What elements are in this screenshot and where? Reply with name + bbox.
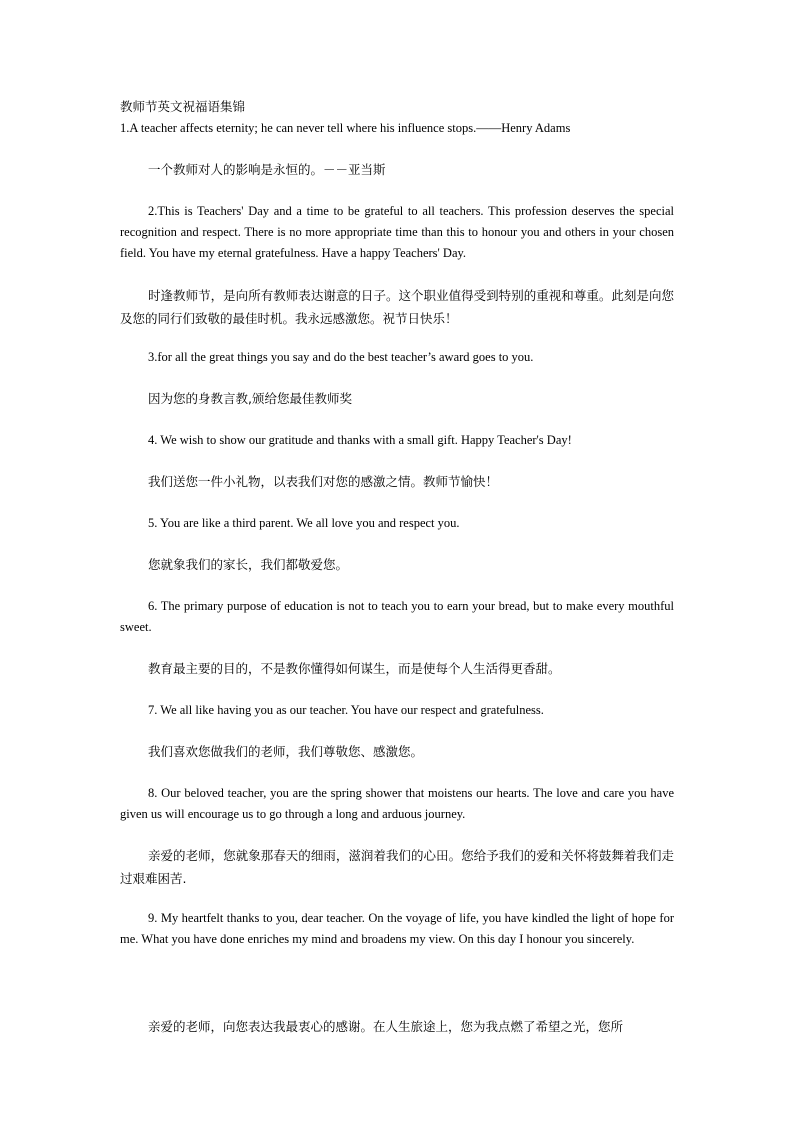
paragraph-6-chinese: 教育最主要的目的，不是教你懂得如何谋生，而是使每个人生活得更香甜。 [148, 661, 561, 676]
paragraph-9-chinese: 亲爱的老师，向您表达我最衷心的感谢。在人生旅途上，您为我点燃了希望之光，您所 [148, 1019, 624, 1034]
paragraph-5-english: 5. You are like a third parent. We all love you and respect you. [148, 516, 460, 530]
paragraph-5-chinese: 您就象我们的家长，我们都敬爱您。 [148, 557, 349, 572]
paragraph-4-english: 4. We wish to show our gratitude and thanks with a small gift. Happy Teacher's Day! [148, 433, 572, 447]
paragraph-9-english: 9. My heartfelt thanks to you, dear teacher. On the voyage of life, you have kindled the light of hope for me. What you have done enriches my mind and broadens my view. On this day I honour you sincerely. [120, 911, 674, 946]
paragraph-1-english: 1.A teacher affects eternity; he can never tell where his influence stops.——Henry Adams [120, 121, 571, 135]
paragraph-7-chinese: 我们喜欢您做我们的老师，我们尊敬您、感激您。 [148, 744, 424, 759]
paragraph-8-english: 8. Our beloved teacher, you are the spring shower that moistens our hearts. The love and care you have given us will encourage us to go through a long and arduous journey. [120, 786, 674, 821]
paragraph-4-chinese: 我们送您一件小礼物，以表我们对您的感激之情。教师节愉快！ [148, 474, 499, 489]
paragraph-3-chinese: 因为您的身教言教,颁给您最佳教师奖 [148, 391, 352, 406]
paragraph-7-english: 7. We all like having you as our teacher. You have our respect and gratefulness. [148, 703, 544, 717]
paragraph-2-english: 2.This is Teachers' Day and a time to be grateful to all teachers. This profession deserves the special recognition and respect. There is no more appropriate time than this to honour you and others in your chosen field. You have my eternal gratefulness. Have a happy Teachers' Day. [120, 204, 674, 260]
paragraph-6-english: 6. The primary purpose of education is not to teach you to earn your bread, but to make every mouthful sweet. [120, 599, 674, 634]
paragraph-2-chinese: 时逢教师节，是向所有教师表达谢意的日子。这个职业值得受到特别的重视和尊重。此刻是向您及您的同行们致敬的最佳时机。我永远感激您。祝节日快乐！ [120, 288, 674, 326]
paragraph-1-chinese: 一个教师对人的影响是永恒的。－－亚当斯 [148, 162, 386, 177]
document-title: 教师节英文祝福语集锦 [120, 99, 246, 114]
paragraph-8-chinese: 亲爱的老师，您就象那春天的细雨，滋润着我们的心田。您给予我们的爱和关怀将鼓舞着我们走过艰难困苦. [120, 848, 674, 886]
paragraph-3-english: 3.for all the great things you say and do the best teacher’s award goes to you. [148, 350, 534, 364]
